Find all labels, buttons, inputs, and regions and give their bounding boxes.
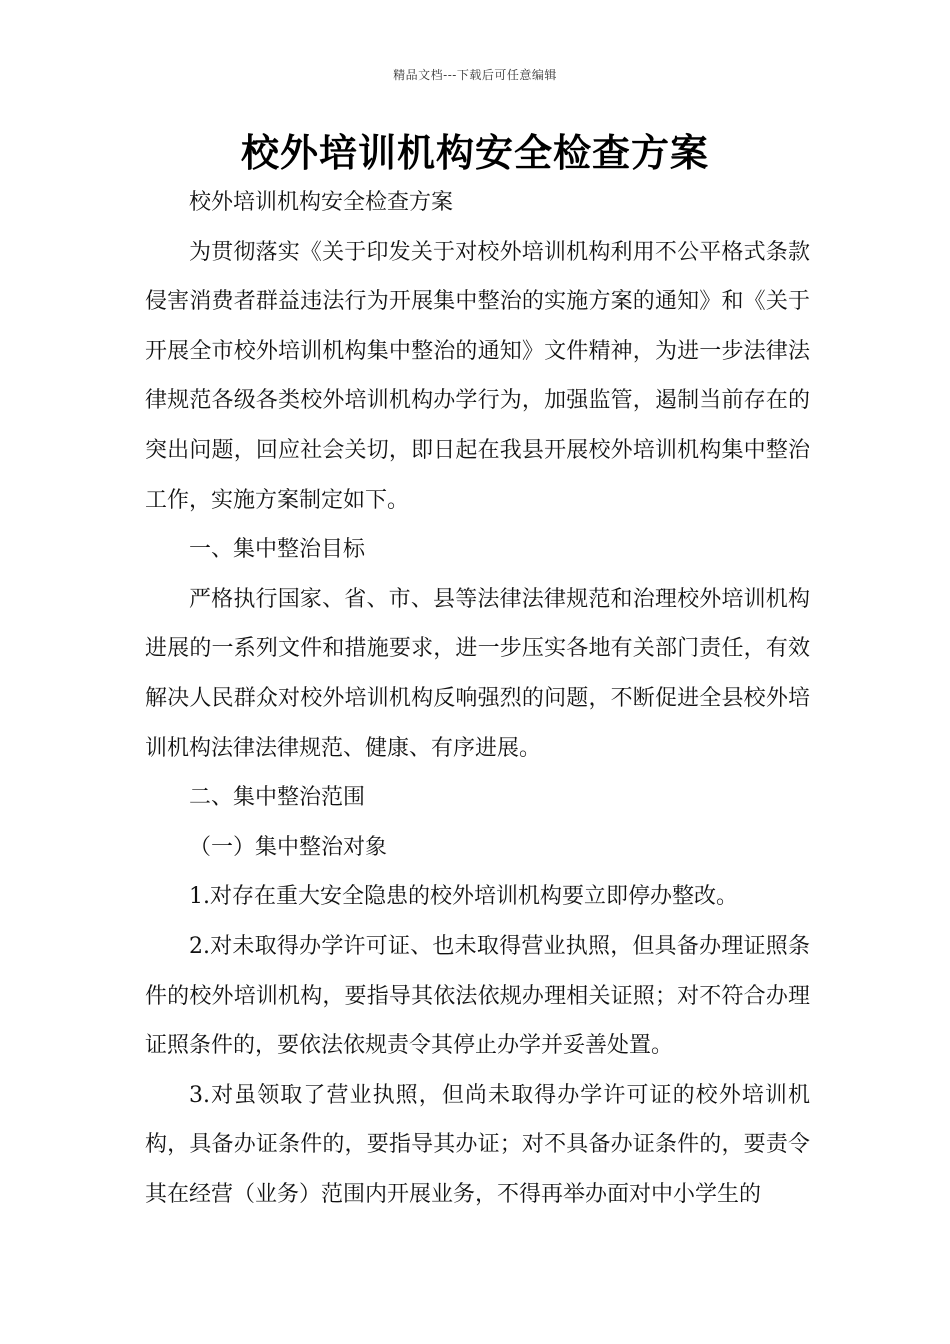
list-item: 2.对未取得办学许可证、也未取得营业执照，但具备办理证照条件的校外培训机构，要指导其依法依规办理相关证照；对不符合办理证照条件的，要依法依规责令其停止办学并妥善处置。 <box>145 933 810 1059</box>
section-heading: 二、集中整治范围 <box>189 785 366 811</box>
list-item: 3.对虽领取了营业执照，但尚未取得办学许可证的校外培训机构，具备办证条件的，要指导其办证；对不具备办证条件的，要责令其在经营（业务）范围内开展业务，不得再举办面对中小学生的 <box>145 1082 810 1207</box>
document-title: 校外培训机构安全检查方案 <box>240 131 709 175</box>
document-body <box>145 178 810 1219</box>
section-heading: 一、集中整治目标 <box>189 537 366 563</box>
list-item: 1.对存在重大安全隐患的校外培训机构要立即停办整改。 <box>189 884 738 910</box>
subsection-heading: （一）集中整治对象 <box>189 834 388 860</box>
page-header: 精品文档---下载后可任意编辑 <box>393 68 557 82</box>
body-paragraph: 严格执行国家、省、市、县等法律法律规范和治理校外培训机构进展的一系列文件和措施要求，进一步压实各地有关部门责任，有效解决人民群众对校外培训机构反响强烈的问题，不断促进全县校外培训机构法律法律规范、健康、有序进展。 <box>145 586 810 761</box>
subtitle-paragraph: 校外培训机构安全检查方案 <box>189 190 454 215</box>
body-paragraph: 为贯彻落实《关于印发关于对校外培训机构利用不公平格式条款侵害消费者群益违法行为开展集中整治的实施方案的通知》和《关于开展全市校外培训机构集中整治的通知》文件精神，为进一步法律法律规范各级各类校外培训机构办学行为，加强监管，遏制当前存在的突出问题，回应社会关切，即日起在我县开展校外培训机构集中整治工作，实施方案制定如下。 <box>145 239 810 513</box>
